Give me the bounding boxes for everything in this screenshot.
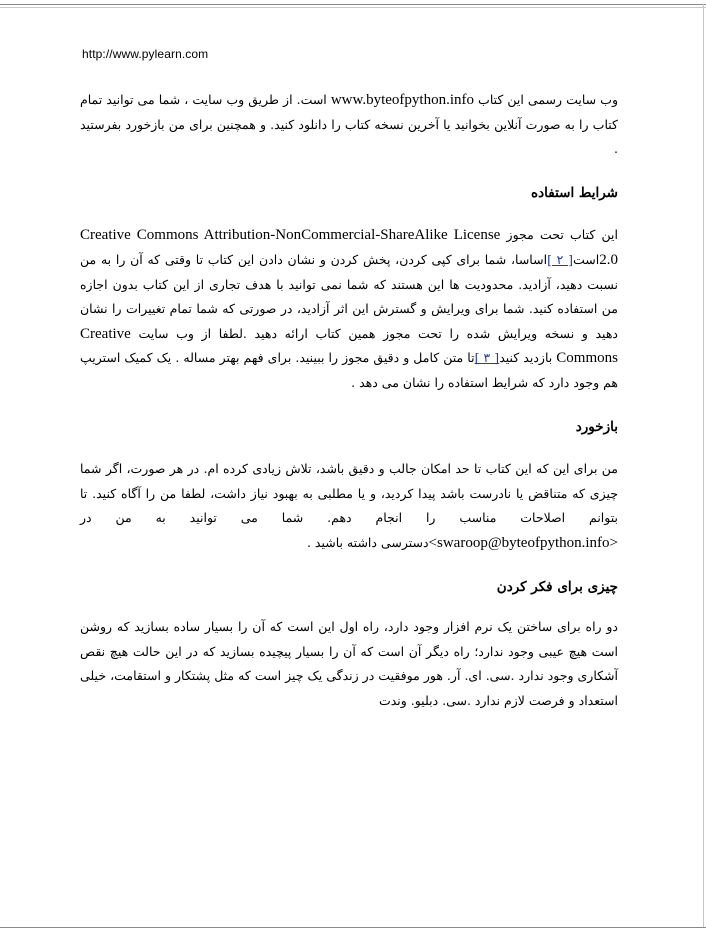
license-text-2: است [573, 251, 600, 267]
intro-text-1: وب سایت رسمی این کتاب [474, 92, 618, 107]
page-content [80, 88, 618, 713]
license-paragraph [80, 223, 618, 395]
intro-text-2: است. از طریق وب سایت ، شما می توانید تمام کتاب را به صورت آنلاین بخوانید یا آخرین نسخه کتاب را دانلود کنید. و همچنین برای من بازخورد بفرستید . [80, 92, 618, 157]
license-text-5: تا متن کامل و دقیق مجوز را ببینید. برای فهم بهتر مساله . یک کمیک استریپ هم وجود دارد که شرایط استفاده را نشان می دهد . [80, 350, 618, 390]
footnote-link-2[interactable]: [ ۲ ] [547, 251, 573, 267]
think-paragraph: دو راه برای ساختن یک نرم افزار وجود دارد، راه اول این است که آن را بسیار ساده بسازید که روشن است هیچ عیبی وجود ندارد؛ راه دیگر آن است که آن را بسیار پیچیده بسازید که در این حالت هیچ نقص آشکاری وجود ندارد .سی. ای. آر. هور موفقیت در زندگی یک چیز است که مثل پشتکار و استقامت، خیلی استعداد و فرصت لازم ندارد .سی. دبلیو. وندت [80, 619, 618, 708]
feedback-text-1: من برای این که این کتاب تا حد امکان جالب و دقیق باشد، تلاش زیادی کرده ام. در هر صورت، اگر شما چیزی که متناقض یا نادرست باشد پیدا کردید، و یا مطلبی به بهبود نیاز داشت، لطفا من را آگاه کنید. تا بتوانم اصلاحات مناسب را انجام دهم. شما می توانید به من در [80, 461, 618, 526]
page-top-border [0, 4, 706, 5]
license-text-3: اساسا، شما برای کپی کردن، پخش کردن و نشان دادن این کتاب تا وقتی که آن را به من نسبت دهید، آزادید. محدودیت ها این هستند که شما نمی توانید با هدف تجاری از این کتاب بدون اجازه من استفاده کنید. شما برای ویرایش و گسترش این اثر آزادید، در صورتی که شما تمام تغییرات را نشان دهید و نسخه ویرایش شده را تحت مجوز همین کتاب ارائه دهید .لطفا از وب سایت [80, 251, 618, 341]
page-top-border-inner [0, 7, 706, 8]
page-right-border [703, 4, 704, 928]
license-name: Creative Commons Attribution-NonCommercial-ShareAlike License 2.0 [80, 227, 618, 268]
footnote-link-3[interactable]: [ ۳ ] [474, 350, 500, 366]
license-text-4: بازدید کنید [499, 350, 557, 366]
author-email: <swaroop@byteofpython.info> [428, 534, 618, 551]
creative-commons-text: Creative Commons [80, 325, 618, 367]
page-bottom-border [0, 927, 706, 928]
license-heading: شرایط استفاده [531, 184, 618, 201]
feedback-paragraph [80, 457, 618, 555]
intro-paragraph [80, 88, 618, 162]
feedback-text-2: دسترسی داشته باشید . [306, 534, 429, 550]
license-text-1: این کتاب تحت مجوز [500, 227, 618, 243]
feedback-heading: بازخورد [575, 418, 618, 435]
think-heading: چیزی برای فکر کردن [496, 578, 618, 595]
intro-site: www.byteofpython.info [330, 92, 475, 108]
header-url: http://www.pylearn.com [82, 47, 209, 61]
